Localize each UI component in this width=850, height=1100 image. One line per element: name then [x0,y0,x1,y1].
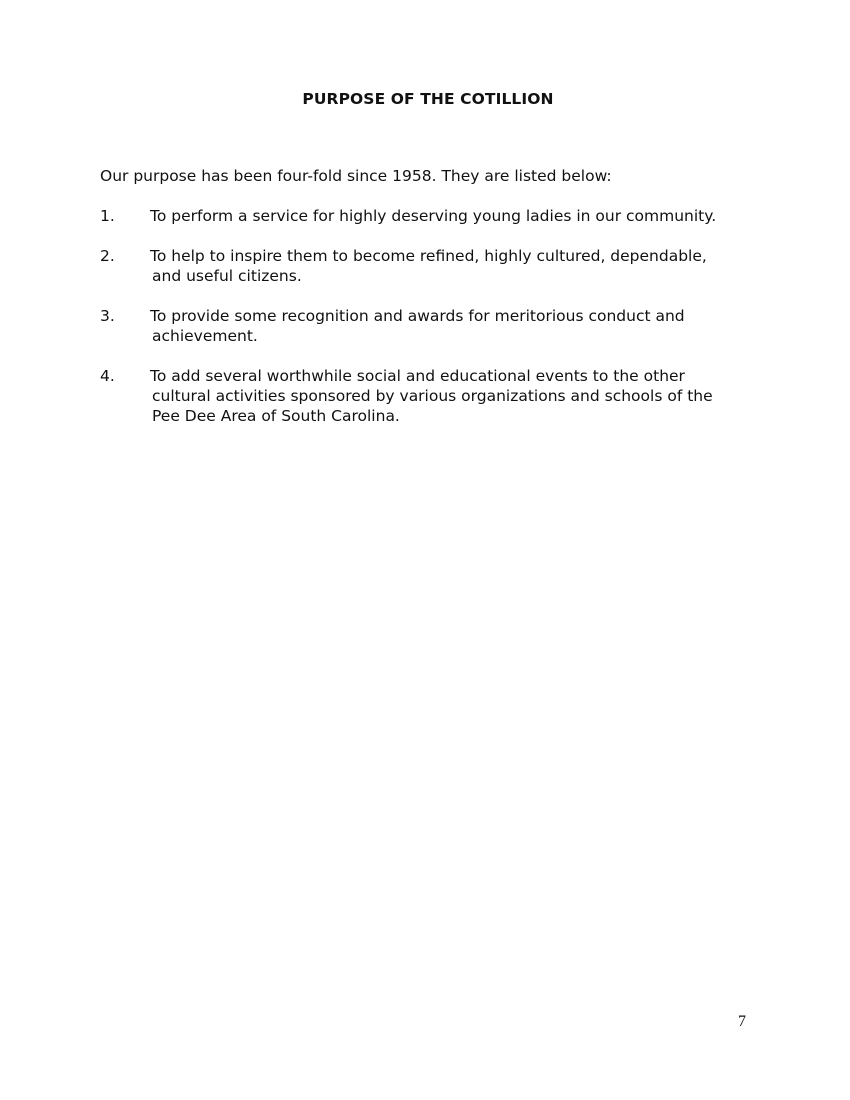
list-item-text: To perform a service for highly deserving young ladies in our community. [150,207,717,225]
list-item-number: 4. [100,367,115,385]
list-item [100,306,740,346]
list-item-number: 1. [100,207,115,225]
list-item-number: 2. [100,247,115,265]
list-item [100,206,740,226]
purpose-list [100,206,740,446]
list-item [100,246,740,286]
page-title: PURPOSE OF THE COTILLION [302,90,554,108]
list-item [100,366,740,426]
page-number: 7 [738,1013,746,1030]
list-item-text: To help to inspire them to become refined, highly cultured, dependable, and useful citizens. [150,247,707,285]
list-item-text: To add several worthwhile social and educational events to the other cultural activities sponsored by various organizations and schools of the Pee Dee Area of South Carolina. [150,367,713,425]
intro-paragraph: Our purpose has been four-fold since 1958. They are listed below: [100,167,612,185]
list-item-text: To provide some recognition and awards for meritorious conduct and achievement. [150,307,685,345]
list-item-number: 3. [100,307,115,325]
